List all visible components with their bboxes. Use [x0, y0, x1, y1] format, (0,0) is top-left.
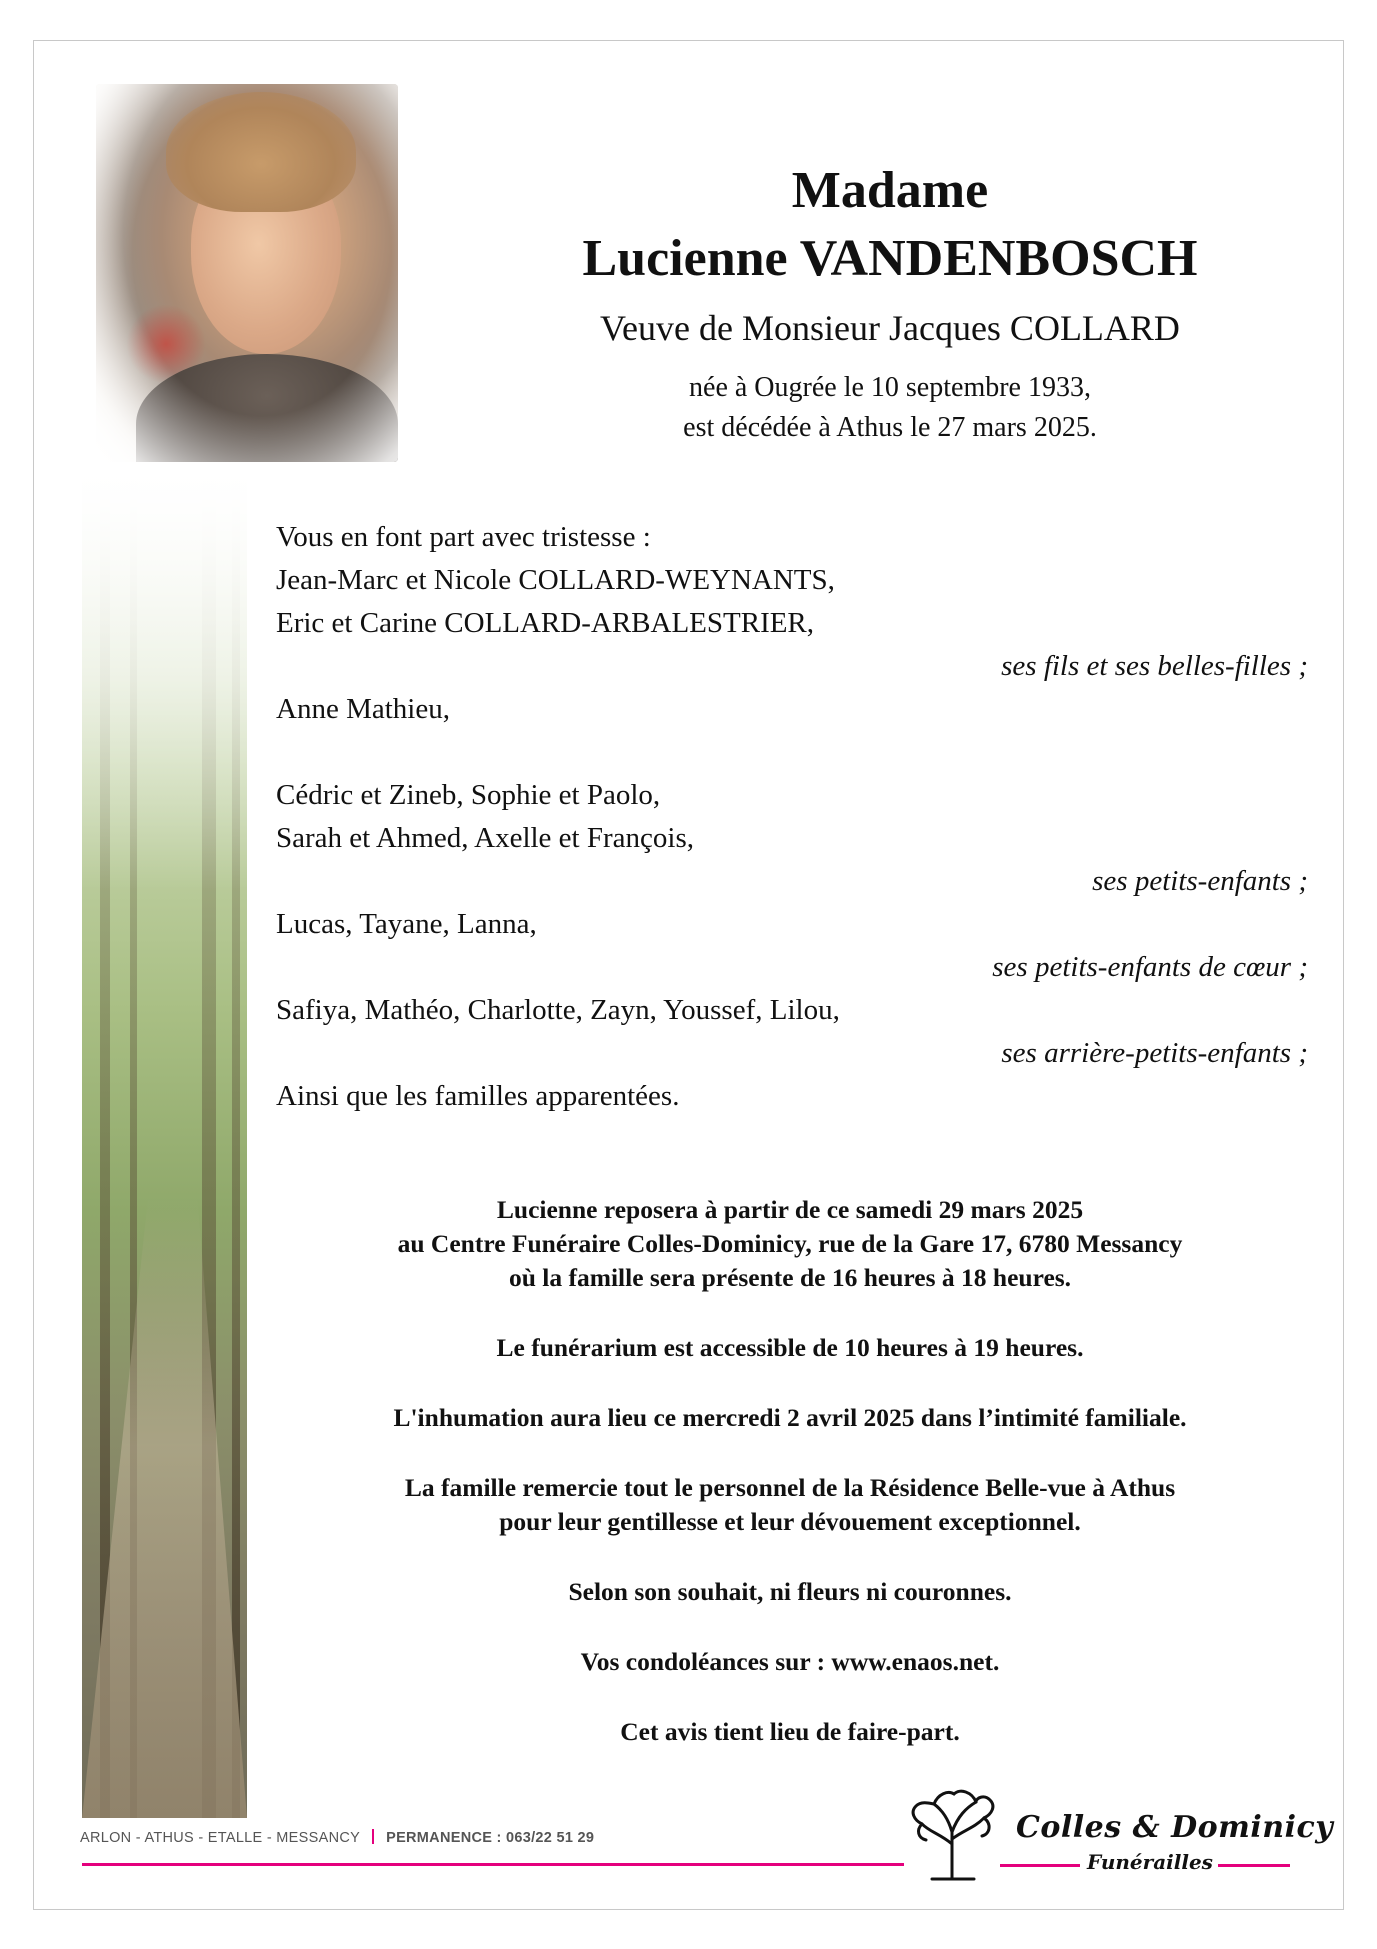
- footer-contact: [80, 1829, 594, 1846]
- thanks-line-1: La famille remercie tout le personnel de la Résidence Belle-vue à Athus: [404, 1473, 1176, 1502]
- rest-line-1: Lucienne reposera à partir de ce samedi 29 mars 2025: [496, 1195, 1084, 1224]
- footer-permanence: PERMANENCE : 063/22 51 29: [386, 1830, 595, 1846]
- thanks-line-2: pour leur gentillesse et leur dévouement exceptionnel.: [499, 1507, 1081, 1536]
- family-grandchildren-1: Cédric et Zineb, Sophie et Paolo,: [276, 779, 661, 811]
- footer-accent-line: [82, 1863, 904, 1866]
- notice-info: Cet avis tient lieu de faire-part.: [620, 1717, 960, 1746]
- family-great-role: ses arrière-petits-enfants ;: [1001, 1037, 1308, 1069]
- footer-separator: [372, 1829, 374, 1844]
- flowers-note: Selon son souhait, ni fleurs ni couronnes.: [568, 1577, 1012, 1606]
- family-heart-role: ses petits-enfants de cœur ;: [992, 951, 1308, 983]
- condolences-info: Vos condoléances sur : www.enaos.net.: [580, 1647, 1000, 1676]
- title-line-1: Madame: [791, 162, 989, 219]
- family-anne: Anne Mathieu,: [276, 693, 450, 725]
- footer-locations: ARLON - ATHUS - ETALLE - MESSANCY: [80, 1830, 361, 1846]
- family-great-grandchildren: Safiya, Mathéo, Charlotte, Zayn, Youssef, Lilou,: [276, 994, 840, 1026]
- death-info: est décédée à Athus le 27 mars 2025.: [683, 412, 1097, 443]
- brand-accent-right: [1218, 1864, 1290, 1867]
- forest-path-image: [82, 470, 247, 1818]
- family-heart-grandchildren: Lucas, Tayane, Lanna,: [276, 908, 537, 940]
- family-sons-role: ses fils et ses belles-filles ;: [1001, 650, 1308, 682]
- family-grandchildren-2: Sarah et Ahmed, Axelle et François,: [276, 822, 694, 854]
- rest-line-3: où la famille sera présente de 16 heures à 18 heures.: [508, 1263, 1072, 1292]
- brand-accent-left: [1000, 1864, 1080, 1867]
- title-line-2: Lucienne VANDENBOSCH: [582, 230, 1198, 287]
- funerarium-access: Le funérarium est accessible de 10 heures à 19 heures.: [496, 1333, 1084, 1362]
- family-intro: Vous en font part avec tristesse :: [276, 521, 651, 553]
- brand-subtitle: Funérailles: [1087, 1850, 1213, 1874]
- family-sons-1: Jean-Marc et Nicole COLLARD-WEYNANTS,: [276, 564, 835, 596]
- rest-line-2: au Centre Funéraire Colles-Dominicy, rue de la Gare 17, 6780 Messancy: [397, 1229, 1183, 1258]
- portrait-photo: [96, 84, 398, 462]
- brand-name: Colles & Dominicy: [1016, 1810, 1334, 1845]
- burial-info: L'inhumation aura lieu ce mercredi 2 avril 2025 dans l’intimité familiale.: [393, 1403, 1187, 1432]
- family-grandchildren-role: ses petits-enfants ;: [1092, 865, 1308, 897]
- birth-info: née à Ougrée le 10 septembre 1933,: [689, 372, 1091, 403]
- family-sons-2: Eric et Carine COLLARD-ARBALESTRIER,: [276, 607, 815, 639]
- family-relatives: Ainsi que les familles apparentées.: [276, 1080, 680, 1112]
- widow-of: Veuve de Monsieur Jacques COLLARD: [600, 308, 1180, 348]
